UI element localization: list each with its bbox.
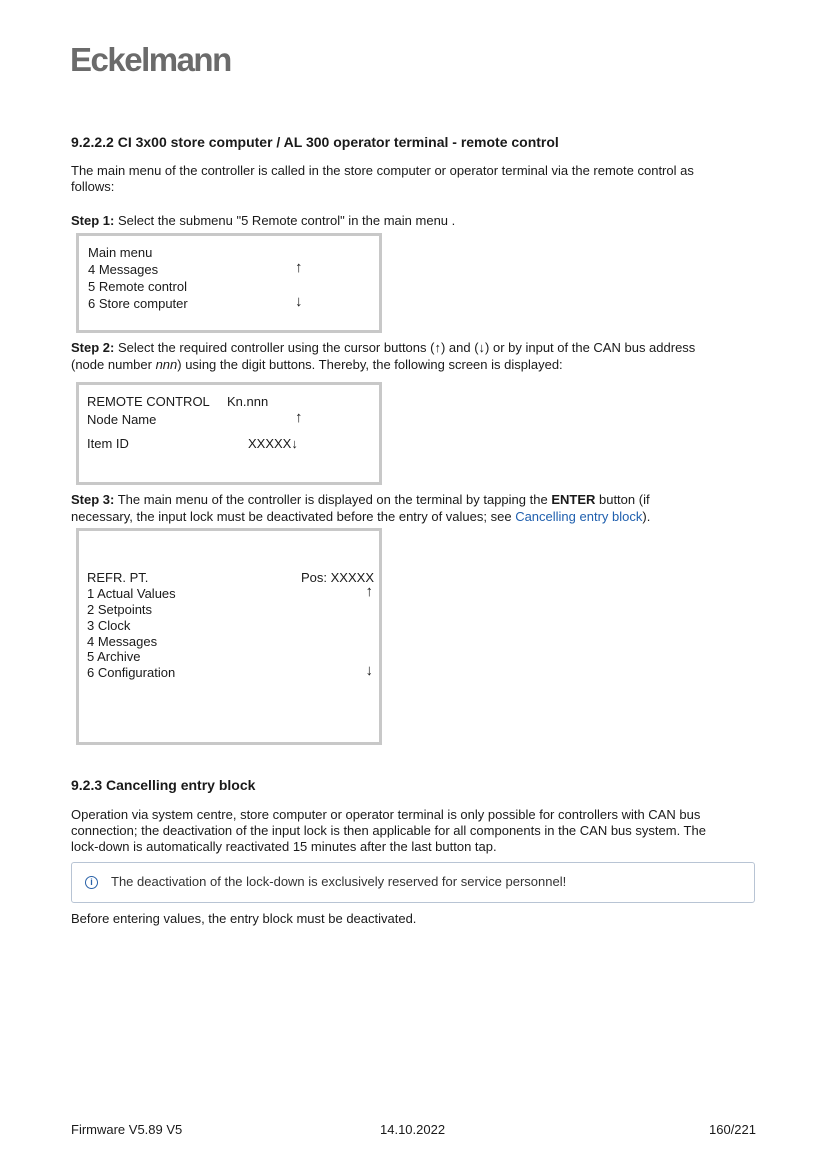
screen-line: 6 Store computer — [88, 296, 188, 311]
terminal-screen-controller-menu — [76, 528, 382, 745]
eckelmann-logo: Eckelmann — [70, 41, 231, 78]
info-text: The deactivation of the lock-down is exclusively reserved for service personnel! — [111, 874, 567, 889]
step-3-line-2 — [71, 509, 650, 525]
paragraph-line: connection; the deactivation of the input lock is then applicable for all components in the CAN bus system. The — [71, 823, 706, 838]
step-1 — [71, 213, 455, 229]
step-label: Step 2: — [71, 340, 115, 355]
arrow-up-icon: ↑ — [365, 583, 373, 600]
screen-title: REFR. PT. — [87, 570, 149, 585]
step-2 — [71, 340, 695, 356]
paragraph-line: Before entering values, the entry block must be deactivated. — [71, 911, 417, 926]
step-text: ) using the digit buttons. Thereby, the following screen is displayed: — [177, 357, 563, 372]
arrow-up-icon: ↑ — [295, 409, 303, 426]
paragraph-line: lock-down is automatically reactivated 15 minutes after the last button tap. — [71, 839, 497, 854]
arrow-down-icon: ↓ — [365, 662, 373, 679]
section-heading: 9.2.2.2 CI 3x00 store computer / AL 300 operator terminal - remote control — [71, 134, 559, 150]
step-text: The main menu of the controller is displayed on the terminal by tapping the — [114, 492, 552, 507]
node-name: Node Name — [87, 412, 157, 427]
arrow-down-icon: ↓ — [295, 293, 303, 310]
intro-text: follows: — [71, 179, 115, 194]
step-label: Step 3: — [71, 492, 115, 507]
menu-item: 1 Actual Values — [87, 586, 176, 601]
step-text: necessary, the input lock must be deactivated before the entry of values; see — [71, 509, 516, 524]
menu-item: 2 Setpoints — [87, 602, 153, 617]
screen-title: REMOTE CONTROL — [87, 394, 210, 409]
arrow-up-icon: ↑ — [295, 259, 303, 276]
screen-line: 4 Messages — [88, 262, 159, 277]
footer-date: 14.10.2022 — [380, 1122, 446, 1137]
paragraph-line: Operation via system centre, store computer or operator terminal is only possible for controllers with CAN bus — [71, 807, 701, 822]
step-text: button (if — [595, 492, 650, 507]
screen-line: 5 Remote control — [88, 279, 187, 294]
screen-line: Main menu — [88, 245, 153, 260]
node-number: nnn — [155, 357, 178, 372]
step-text: Select the required controller using the cursor buttons (↑) and (↓) or by input of the CAN bus address — [114, 340, 696, 355]
node-address: Kn.nnn — [227, 394, 269, 409]
info-icon: i — [85, 876, 98, 889]
cancelling-entry-block-link[interactable]: Cancelling entry block — [515, 509, 643, 524]
item-id-label: Item ID — [87, 436, 129, 451]
terminal-screen-remote-control — [76, 382, 382, 485]
step-label: Step 1: — [71, 213, 115, 228]
footer-page-number: 160/221 — [709, 1122, 756, 1137]
menu-item: 4 Messages — [87, 634, 158, 649]
footer-firmware: Firmware V5.89 V5 — [71, 1122, 183, 1137]
step-text: Select the submenu "5 Remote control" in the main menu . — [114, 213, 456, 228]
step-3 — [71, 492, 650, 508]
enter-key-label: ENTER — [551, 492, 596, 507]
intro-text: The main menu of the controller is called in the store computer or operator terminal via the remote control as — [71, 163, 694, 178]
menu-item: 6 Configuration — [87, 665, 176, 680]
step-2-line-2 — [71, 357, 563, 373]
info-note — [71, 862, 755, 903]
menu-item: 3 Clock — [87, 618, 131, 633]
position-readout: Pos: XXXXX — [301, 570, 374, 585]
menu-item: 5 Archive — [87, 649, 141, 664]
section-heading: 9.2.3 Cancelling entry block — [71, 777, 256, 793]
step-text: (node number — [71, 357, 156, 372]
step-text: ). — [642, 509, 651, 524]
item-id-value: XXXXX↓ — [248, 436, 298, 451]
terminal-screen-main-menu — [76, 233, 382, 333]
